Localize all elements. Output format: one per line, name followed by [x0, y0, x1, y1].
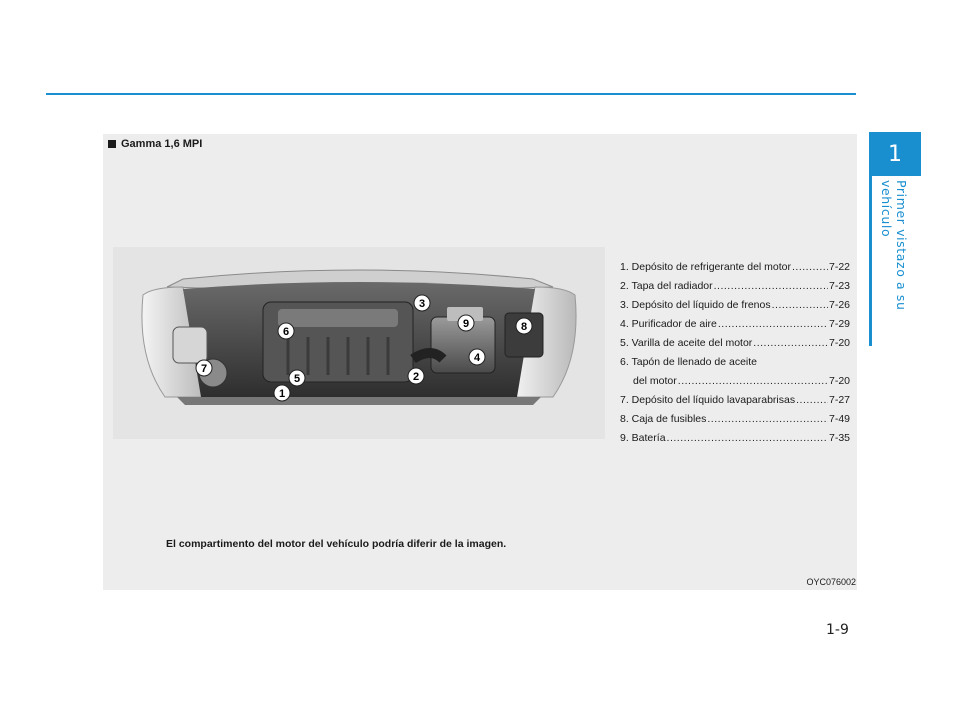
- callout-8: [516, 318, 532, 334]
- svg-text:7: 7: [200, 363, 208, 375]
- section-label: [108, 138, 202, 150]
- callout-3: [414, 295, 430, 311]
- figure-code: OYC076002: [806, 577, 856, 587]
- callout-7: [196, 360, 212, 376]
- svg-text:6: 6: [282, 326, 290, 338]
- svg-text:5: 5: [293, 373, 301, 385]
- parts-list-item: 1. Depósito de refrigerante del motor ..... 7-22: [620, 258, 850, 277]
- svg-text:1: 1: [278, 388, 286, 400]
- parts-list-item: 6. Tapón de llenado de aceite del motor ..... 7-20: [620, 353, 850, 391]
- parts-list-item: 2. Tapa del radiador ..... 7-23: [620, 277, 850, 296]
- svg-text:3: 3: [418, 298, 426, 310]
- square-bullet-icon: [108, 140, 116, 148]
- section-label-text: Gamma 1,6 MPI: [121, 138, 203, 150]
- figure-note: El compartimento del motor del vehículo podría diferir de la imagen.: [166, 538, 507, 550]
- callout-9: [458, 315, 474, 331]
- parts-list-item: 9. Batería ..... 7-35: [620, 429, 850, 448]
- callout-5: [289, 370, 305, 386]
- engine-illustration-svg: [113, 247, 605, 439]
- chapter-number-tab: [869, 132, 921, 176]
- svg-text:9: 9: [462, 318, 470, 330]
- parts-list-item: 4. Purificador de aire ..... 7-29: [620, 315, 850, 334]
- callout-4: [469, 349, 485, 365]
- parts-list-item: 3. Depósito del líquido de frenos ..... 7-26: [620, 296, 850, 315]
- parts-list-item: 5. Varilla de aceite del motor ..... 7-20: [620, 334, 850, 353]
- svg-text:8: 8: [520, 321, 528, 333]
- parts-list-item: 8. Caja de fusibles ..... 7-49: [620, 410, 850, 429]
- chapter-title: Primer vistazo a su vehículo: [879, 180, 909, 311]
- callout-6: [278, 323, 294, 339]
- top-rule: [46, 93, 856, 95]
- svg-text:2: 2: [412, 371, 420, 383]
- parts-list: [620, 258, 850, 448]
- chapter-number: 1: [888, 141, 902, 167]
- parts-list-item: 7. Depósito del líquido lavaparabrisas ..... 7-27: [620, 391, 850, 410]
- callout-2: [408, 368, 424, 384]
- svg-text:4: 4: [473, 352, 481, 364]
- page-number: 1-9: [826, 622, 849, 638]
- callout-1: [274, 385, 290, 401]
- engine-compartment-illustration: [113, 247, 605, 439]
